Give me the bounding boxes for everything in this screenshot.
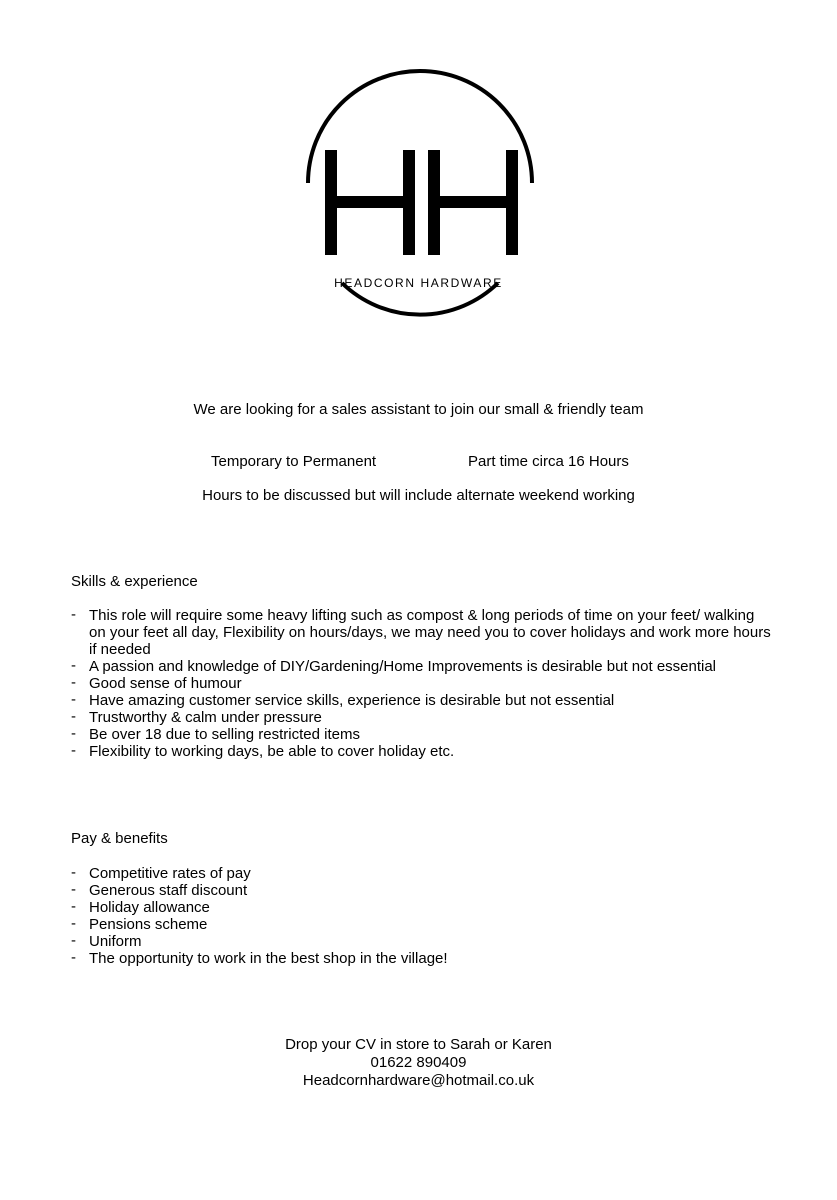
- list-item: - Good sense of humour: [71, 674, 242, 692]
- list-item: - This role will require some heavy lifting such as compost & long periods of time on your feet/ walking on your feet all day, Flexibility on hours/days, we may need you to cover holidays and work more hours if needed: [71, 606, 771, 658]
- pay-heading: Pay & benefits: [71, 830, 168, 847]
- list-item: - Competitive rates of pay: [71, 864, 251, 882]
- logo-letter-h-right: [428, 150, 518, 255]
- skills-list: [71, 607, 771, 760]
- hours-type: Part time circa 16 Hours: [468, 453, 629, 470]
- logo-letter-h-left: [325, 150, 415, 255]
- contact-block: [0, 1036, 837, 1090]
- intro-text: We are looking for a sales assistant to join our small & friendly team: [193, 401, 644, 418]
- list-item: - Pensions scheme: [71, 915, 208, 933]
- list-item: - Have amazing customer service skills, experience is desirable but not essential: [71, 691, 615, 709]
- list-item: - The opportunity to work in the best shop in the village!: [71, 949, 448, 967]
- contact-phone: 01622 890409: [370, 1054, 467, 1071]
- logo-graphic: [0, 0, 837, 380]
- list-item: - Generous staff discount: [71, 881, 248, 899]
- list-item: - A passion and knowledge of DIY/Gardening/Home Improvements is desirable but not essential: [71, 657, 717, 675]
- logo-ring-top: [308, 71, 532, 183]
- company-logo: [0, 0, 837, 380]
- skills-heading: Skills & experience: [71, 573, 198, 590]
- pay-list: [71, 865, 771, 967]
- logo-caption: HEADCORN HARDWARE: [334, 276, 503, 290]
- contract-type: Temporary to Permanent: [211, 453, 377, 470]
- list-item: - Be over 18 due to selling restricted items: [71, 725, 360, 743]
- list-item: - Flexibility to working days, be able to cover holiday etc.: [71, 742, 455, 760]
- contact-instruction: Drop your CV in store to Sarah or Karen: [285, 1036, 552, 1053]
- hours-note: Hours to be discussed but will include alternate weekend working: [202, 487, 635, 504]
- list-item: - Uniform: [71, 932, 142, 950]
- contact-email[interactable]: Headcornhardware@hotmail.co.uk: [302, 1072, 535, 1089]
- list-item: - Holiday allowance: [71, 898, 210, 916]
- list-item: - Trustworthy & calm under pressure: [71, 708, 322, 726]
